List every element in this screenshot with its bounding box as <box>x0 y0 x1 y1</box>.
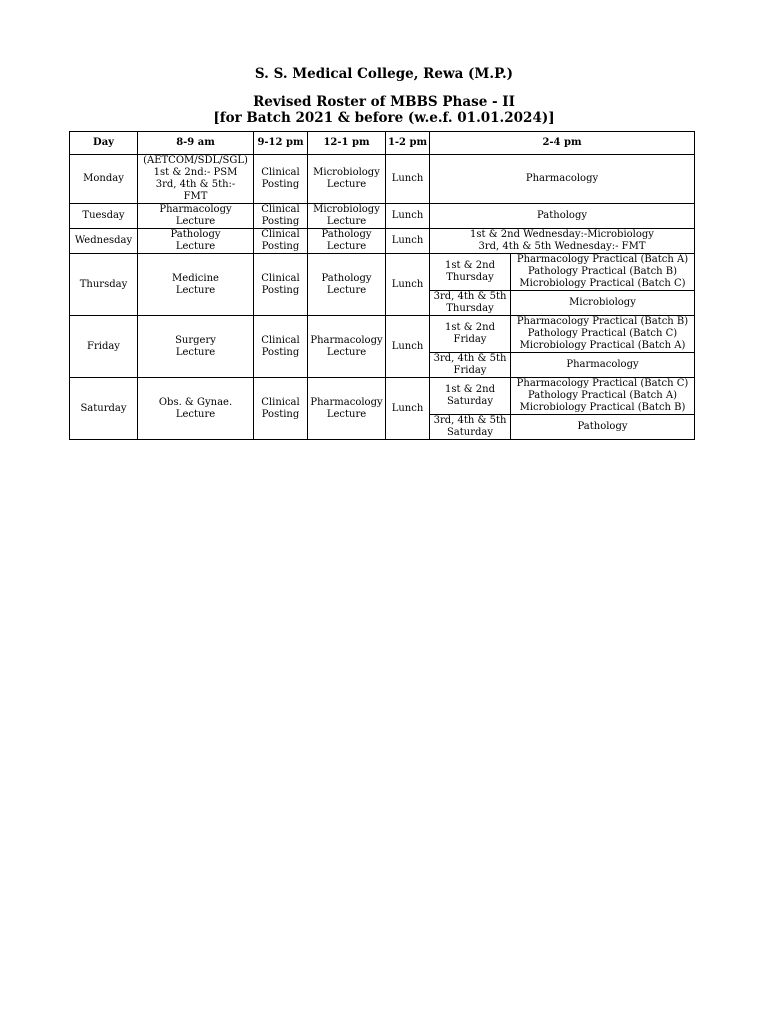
week-detail-cell: Pharmacology Practical (Batch A) Pathology Practical (Batch B) Microbiology Practical (Batch C) <box>511 254 695 291</box>
slot-12-1-cell: Pathology Lecture <box>308 254 386 316</box>
roster-table <box>69 131 695 440</box>
slot-1-2-cell: Lunch <box>386 316 430 378</box>
slot-1-2-cell: Lunch <box>386 229 430 254</box>
week-group-cell: 1st & 2nd Friday <box>430 316 511 353</box>
slot-1-2-cell: Lunch <box>386 378 430 440</box>
header-row <box>70 132 695 155</box>
slot-2-4-cell: Pharmacology <box>430 155 695 204</box>
table-row-thursday <box>70 254 695 291</box>
column-header-9-12: 9-12 pm <box>254 132 308 155</box>
day-cell: Tuesday <box>70 204 138 229</box>
week-group-cell: 1st & 2nd Saturday <box>430 378 511 415</box>
slot-12-1-cell: Pharmacology Lecture <box>308 378 386 440</box>
day-cell: Thursday <box>70 254 138 316</box>
column-header-2-4: 2-4 pm <box>430 132 695 155</box>
column-header-12-1: 12-1 pm <box>308 132 386 155</box>
slot-1-2-cell: Lunch <box>386 155 430 204</box>
slot-8-9-cell: (AETCOM/SDL/SGL) 1st & 2nd:- PSM 3rd, 4th & 5th:- FMT <box>138 155 254 204</box>
slot-1-2-cell: Lunch <box>386 204 430 229</box>
day-cell: Monday <box>70 155 138 204</box>
batch-subtitle: [for Batch 2021 & before (w.e.f. 01.01.2024)] <box>213 110 555 126</box>
slot-2-4-cell: 1st & 2nd Wednesday:-Microbiology 3rd, 4th & 5th Wednesday:- FMT <box>430 229 695 254</box>
slot-12-1-cell: Pathology Lecture <box>308 229 386 254</box>
slot-9-12-cell: Clinical Posting <box>254 316 308 378</box>
week-group-cell: 3rd, 4th & 5th Saturday <box>430 415 511 440</box>
roster-title: Revised Roster of MBBS Phase - II <box>253 94 515 110</box>
day-cell: Wednesday <box>70 229 138 254</box>
day-cell: Saturday <box>70 378 138 440</box>
week-group-cell: 3rd, 4th & 5th Thursday <box>430 291 511 316</box>
table-row-monday <box>70 155 695 204</box>
slot-8-9-cell: Medicine Lecture <box>138 254 254 316</box>
column-header-1-2: 1-2 pm <box>386 132 430 155</box>
slot-9-12-cell: Clinical Posting <box>254 229 308 254</box>
slot-8-9-cell: Pharmacology Lecture <box>138 204 254 229</box>
table-row-friday <box>70 316 695 353</box>
column-header-day: Day <box>70 132 138 155</box>
college-name: S. S. Medical College, Rewa (M.P.) <box>254 66 514 82</box>
slot-9-12-cell: Clinical Posting <box>254 155 308 204</box>
week-group-cell: 1st & 2nd Thursday <box>430 254 511 291</box>
week-group-cell: 3rd, 4th & 5th Friday <box>430 353 511 378</box>
slot-1-2-cell: Lunch <box>386 254 430 316</box>
week-detail-cell: Pharmacology Practical (Batch B) Pathology Practical (Batch C) Microbiology Practical (Batch A) <box>511 316 695 353</box>
slot-8-9-cell: Surgery Lecture <box>138 316 254 378</box>
slot-8-9-cell: Obs. & Gynae. Lecture <box>138 378 254 440</box>
slot-12-1-cell: Microbiology Lecture <box>308 204 386 229</box>
week-detail-cell: Pharmacology Practical (Batch C) Pathology Practical (Batch A) Microbiology Practical (Batch B) <box>511 378 695 415</box>
slot-9-12-cell: Clinical Posting <box>254 204 308 229</box>
slot-12-1-cell: Pharmacology Lecture <box>308 316 386 378</box>
day-cell: Friday <box>70 316 138 378</box>
column-header-8-9: 8-9 am <box>138 132 254 155</box>
week-detail-cell: Pathology <box>511 415 695 440</box>
table-row-tuesday <box>70 204 695 229</box>
table-row-saturday <box>70 378 695 415</box>
slot-8-9-cell: Pathology Lecture <box>138 229 254 254</box>
table-row-wednesday <box>70 229 695 254</box>
slot-9-12-cell: Clinical Posting <box>254 254 308 316</box>
slot-12-1-cell: Microbiology Lecture <box>308 155 386 204</box>
week-detail-cell: Microbiology <box>511 291 695 316</box>
slot-9-12-cell: Clinical Posting <box>254 378 308 440</box>
slot-2-4-cell: Pathology <box>430 204 695 229</box>
week-detail-cell: Pharmacology <box>511 353 695 378</box>
